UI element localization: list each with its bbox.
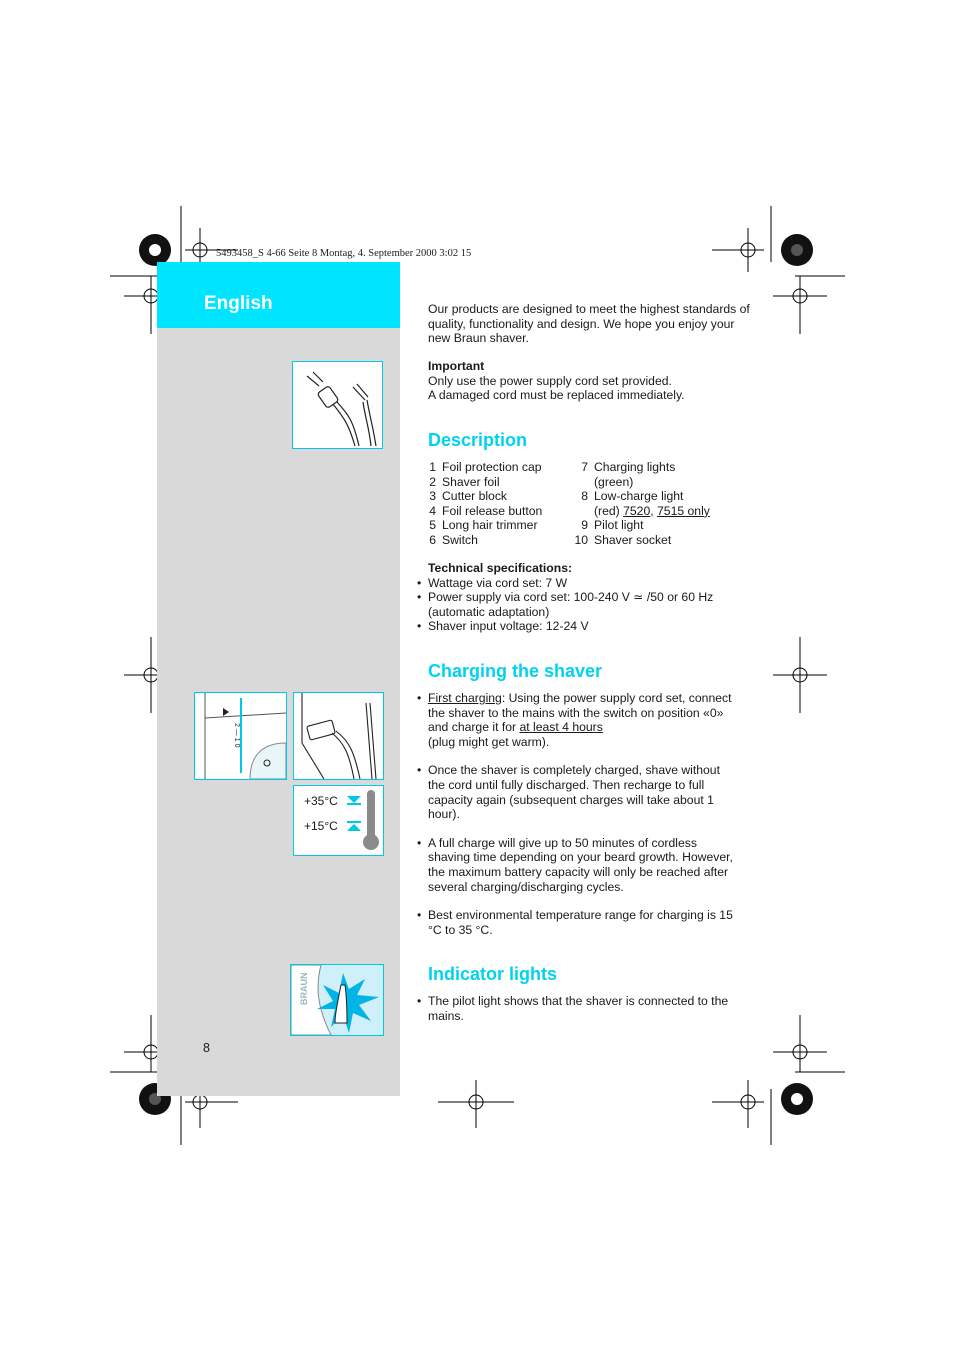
item-number	[568, 504, 594, 519]
charging-item-1: • First charging: Using the power supply cord set, connect the shaver to the mains with the switch on position «0» and charge it for at least 4 hours (plug might get warm).	[417, 691, 735, 749]
item-number: 2	[429, 474, 436, 489]
four-hours-term: at least 4 hours	[519, 720, 603, 735]
page-number: 8	[203, 1041, 210, 1055]
switch-icon	[195, 693, 286, 779]
language-title: English	[204, 293, 273, 314]
thermometer-icon	[344, 786, 384, 855]
language-band	[157, 262, 400, 328]
tech-heading: Technical specifications:	[428, 561, 573, 575]
charging-item-4: • Best environmental temperature range for charging is 15 °C to 35 °C.	[417, 908, 735, 937]
item-label: Foil protection cap	[442, 460, 542, 474]
important-section	[428, 359, 758, 403]
table-row	[428, 489, 710, 504]
item-label: (red)	[594, 503, 620, 518]
figure-switch	[194, 692, 287, 780]
item-label: Low-charge light	[594, 489, 684, 504]
item-label: (green)	[594, 474, 634, 489]
item-label: Shaver socket	[594, 532, 672, 547]
tech-item: • Shaver input voltage: 12-24 V	[417, 619, 757, 634]
table-row	[428, 504, 710, 519]
figure-power-cord	[292, 361, 383, 449]
indicator-list	[417, 994, 735, 1023]
switch-marks: 2 — 1 0	[233, 723, 240, 748]
indicator-heading: Indicator lights	[428, 964, 558, 984]
item-number: 3	[429, 489, 436, 504]
model-7515: 7515 only	[657, 503, 710, 518]
charging-item-3: • A full charge will give up to 50 minutes of cordless shaving time depending on your beard growth. However, the maximum battery capacity will only be reached after several charging/discharging cycles.	[417, 836, 735, 894]
brand-logo: BRAUN	[299, 972, 309, 1005]
table-row	[428, 533, 710, 548]
indicator-item-1: • The pilot light shows that the shaver is connected to the mains.	[417, 994, 735, 1023]
item-number: 7	[581, 460, 588, 474]
item-label: Shaver foil	[442, 474, 500, 489]
figure-pilot-light	[290, 964, 384, 1036]
tech-specs	[417, 561, 757, 634]
pilot-light-icon	[291, 965, 383, 1035]
important-line-1: Only use the power supply cord set provided.	[428, 373, 672, 388]
important-line-2: A damaged cord must be replaced immediately.	[428, 388, 685, 403]
item-label: Charging lights	[594, 460, 676, 474]
charging-heading: Charging the shaver	[428, 661, 603, 681]
item-number: 10	[574, 532, 588, 547]
table-row	[428, 518, 710, 533]
item-number: 5	[429, 518, 436, 533]
item-label: Long hair trimmer	[442, 518, 538, 533]
plug-icon	[293, 362, 382, 448]
item-number: 1	[429, 460, 436, 474]
figure-shaver-cord	[293, 692, 384, 780]
item-label: Cutter block	[442, 489, 508, 504]
tech-item: • Power supply via cord set: 100-240 V ≃ /50 or 60 Hz (automatic adaptation)	[417, 590, 757, 619]
charging-list	[417, 691, 735, 937]
shaver-cord-icon	[294, 693, 383, 779]
first-charging-term: First charging	[428, 691, 502, 705]
charging-item-2: • Once the shaver is completely charged, shave without the cord until fully discharged. Then recharge to full capacity again (subsequent charges will take about 1 hour).	[417, 763, 735, 821]
tech-item: • Wattage via cord set: 7 W	[417, 576, 757, 591]
figure-temperature	[293, 785, 384, 856]
item-number	[568, 475, 594, 490]
item-number: 4	[429, 503, 436, 518]
model-7520: 7520	[623, 503, 651, 518]
description-table	[428, 460, 710, 548]
print-slug: 5493458_S 4-66 Seite 8 Montag, 4. September 2000 3:02 15	[216, 248, 472, 259]
description-heading: Description	[428, 430, 528, 450]
item-number: 8	[581, 489, 588, 504]
important-heading: Important	[428, 359, 485, 373]
temp-low-label: +15°C	[304, 819, 338, 833]
item-label: Switch	[442, 532, 478, 547]
item-label: Pilot light	[594, 518, 644, 533]
item-label: (red) 7520, 7515 only	[594, 503, 710, 518]
item-number: 6	[429, 532, 436, 547]
table-row	[428, 460, 710, 475]
item-label: Foil release button	[442, 503, 543, 518]
intro-paragraph: Our products are designed to meet the highest standards of quality, functionality and design. We hope you enjoy your new Braun shaver.	[428, 302, 750, 346]
item-number: 9	[581, 518, 588, 533]
table-row	[428, 475, 710, 490]
temp-high-label: +35°C	[304, 794, 338, 808]
